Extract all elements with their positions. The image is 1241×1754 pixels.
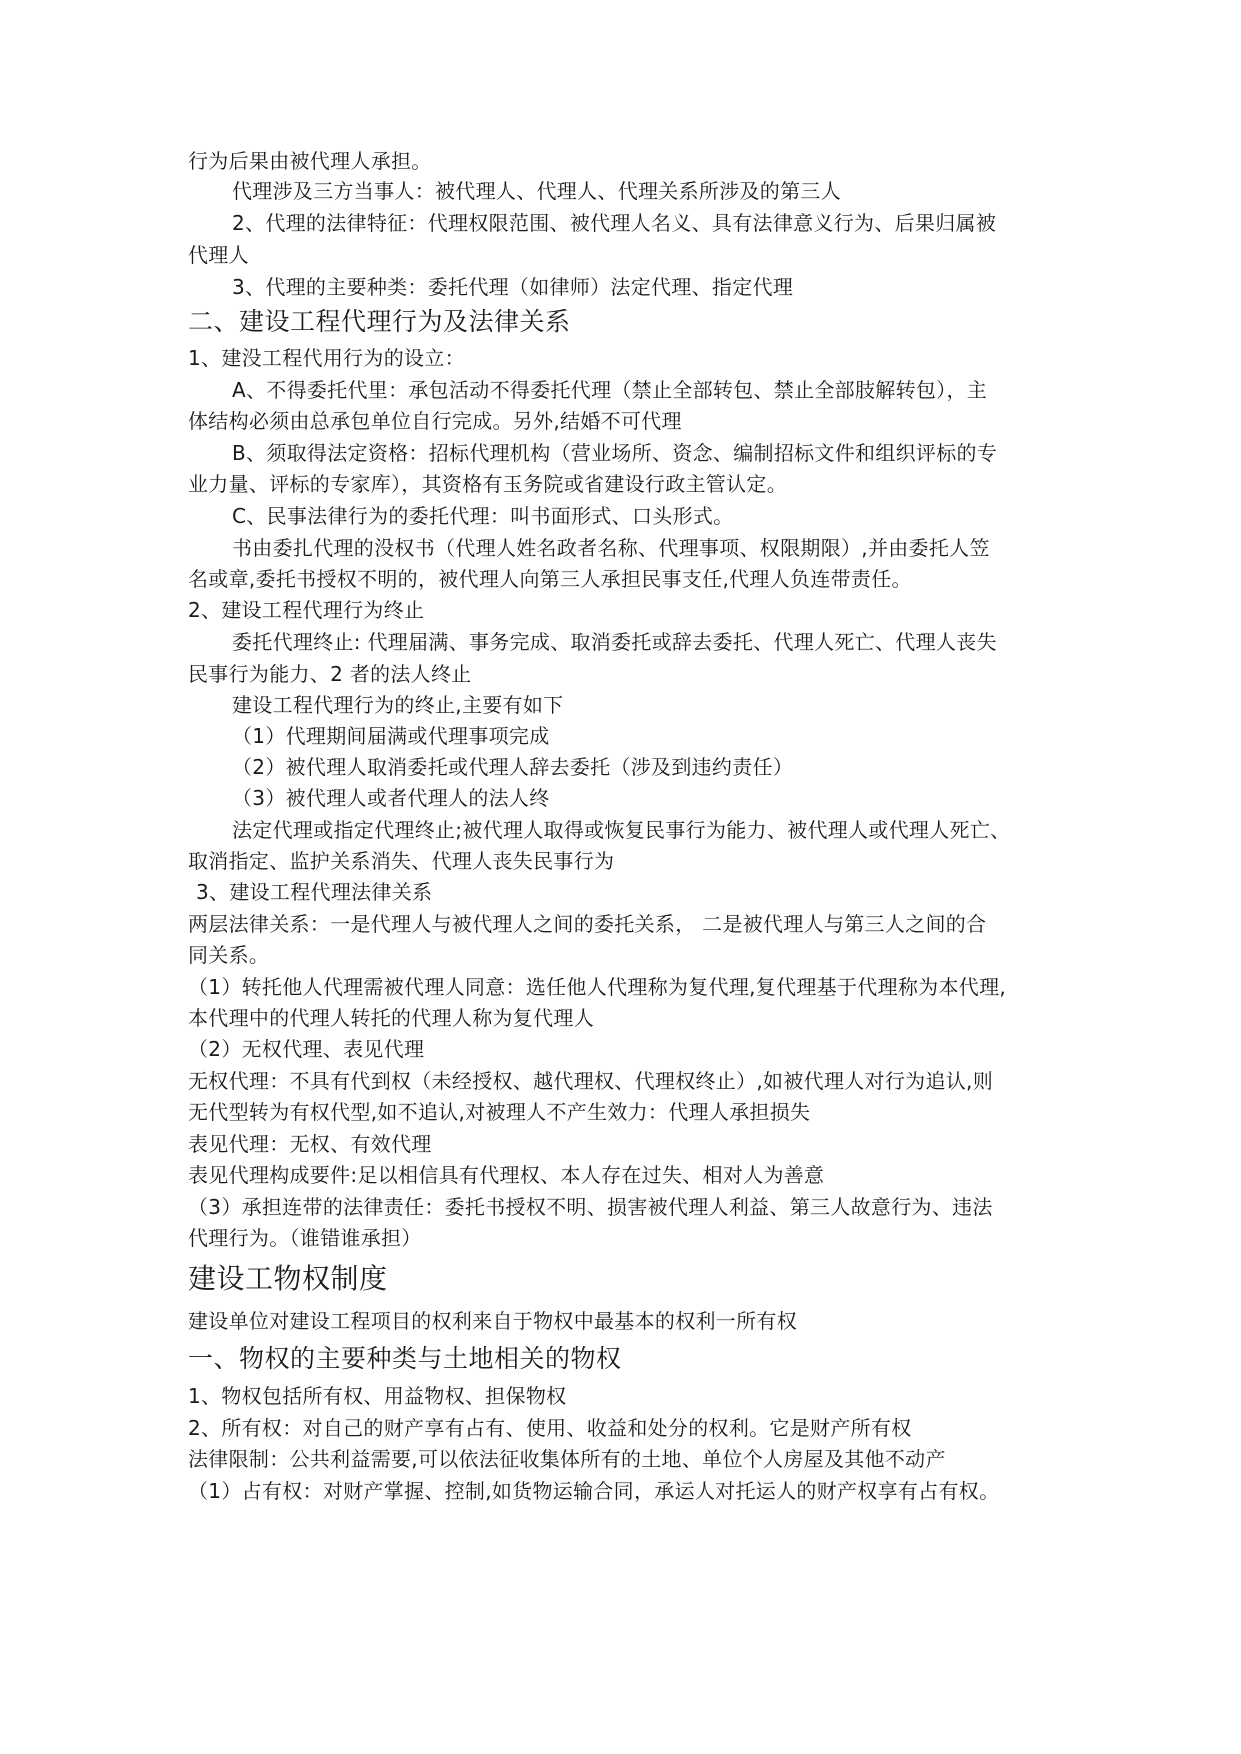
text-line: 名或章,委托书授权不明的，被代理人向第三人承担民事支任,代理人负连带责任。: [188, 567, 912, 591]
text-line: 取消指定、监护关系消失、代理人丧失民事行为: [188, 849, 615, 873]
text-line: 2、所有权：对自己的财产享有占有、使用、收益和处分的权利。它是财产所有权: [188, 1416, 912, 1440]
text-line: 两层法律关系：一是代理人与被代理人之间的委托关系， 二是被代理人与第三人之间的合: [188, 912, 987, 936]
text-line: 本代理中的代理人转托的代理人称为复代理人: [188, 1006, 594, 1030]
text-line: 1、物权包括所有权、用益物权、担保物权: [188, 1384, 567, 1408]
text-line: 3、代理的主要种类：委托代理（如律师）法定代理、指定代理: [232, 275, 794, 299]
text-line: （1）代理期间届满或代理事项完成: [232, 724, 550, 748]
text-line: 业力量、评标的专家库），其资格有玉务院或省建设行政主管认定。: [188, 472, 787, 496]
text-line: 代理人: [188, 243, 249, 267]
text-line: 行为后果由被代理人承担。: [188, 149, 432, 173]
text-line: 体结构必须由总承包单位自行完成。另外,结婚不可代理: [188, 409, 682, 433]
text-line: 同关系。: [188, 943, 270, 967]
text-line: A、不得委托代里：承包活动不得委托代理（禁止全部转包、禁止全部肢解转包），主: [232, 378, 988, 402]
text-line: 建设工程代理行为的终止,主要有如下: [232, 693, 564, 717]
text-line: 无代型转为有权代型,如不追认,对被理人不产生效力：代理人承担损失: [188, 1100, 811, 1124]
text-line: 无权代理：不具有代到权（未经授权、越代理权、代理权终止）,如被代理人对行为追认,则: [188, 1069, 994, 1093]
text-line: 民事行为能力、2 者的法人终止: [188, 662, 472, 686]
text-line: 委托代理终止: 代理届满、事务完成、取消委托或辞去委托、代理人死亡、代理人丧失: [232, 630, 997, 654]
text-line: 1、建没工程代用行为的设立：: [188, 346, 465, 370]
text-line: 建设单位对建设工程项目的权利来自于物权中最基本的权利一所有权: [188, 1309, 797, 1333]
text-line: （2）无权代理、表见代理: [188, 1037, 425, 1061]
text-line: （2）被代理人取消委托或代理人辞去委托（涉及到违约责任）: [232, 755, 794, 779]
section-heading: 一、物权的主要种类与土地相关的物权: [188, 1344, 622, 1373]
text-line: 2、代理的法律特征：代理权限范围、被代理人名义、具有法律意义行为、后果归属被: [232, 211, 997, 235]
text-line: 3、建设工程代理法律关系: [196, 880, 433, 904]
text-line: 代理涉及三方当事人：被代理人、代理人、代理关系所涉及的第三人: [232, 179, 841, 203]
text-line: （1）占有权：对财产掌握、控制,如货物运输合同，承运人对托运人的财产权享有占有权。: [188, 1479, 1000, 1503]
text-line: 法律限制：公共利益需要,可以依法征收集体所有的土地、单位个人房屋及其他不动产: [188, 1447, 946, 1471]
text-line: 表见代理构成要件:足以相信具有代理权、本人存在过失、相对人为善意: [188, 1163, 825, 1187]
text-line: B、须取得法定资格：招标代理机构（营业场所、资念、编制招标文件和组织评标的专: [232, 441, 998, 465]
section-heading: 二、建设工程代理行为及法律关系: [188, 307, 571, 336]
text-line: （3）承担连带的法律责任：委托书授权不明、损害被代理人利益、第三人故意行为、违法: [188, 1195, 993, 1219]
text-line: 书由委扎代理的没权书（代理人姓名政者名称、代理事项、权限期限）,并由委托人笠: [232, 536, 990, 560]
text-line: 代理行为。（谁错谁承担）: [188, 1226, 422, 1250]
text-line: 2、建设工程代理行为终止: [188, 598, 425, 622]
text-line: C、民事法律行为的委托代理：叫书面形式、口头形式。: [232, 504, 734, 528]
chapter-heading: 建设工物权制度: [188, 1262, 388, 1295]
text-line: （1）转托他人代理需被代理人同意：选任他人代理称为复代理,复代理基于代理称为本代理,: [188, 975, 1007, 999]
text-line: （3）被代理人或者代理人的法人终: [232, 786, 550, 810]
text-line: 表见代理：无权、有效代理: [188, 1132, 432, 1156]
text-line: 法定代理或指定代理终止;被代理人取得或恢复民事行为能力、被代理人或代理人死亡、: [232, 818, 1011, 842]
